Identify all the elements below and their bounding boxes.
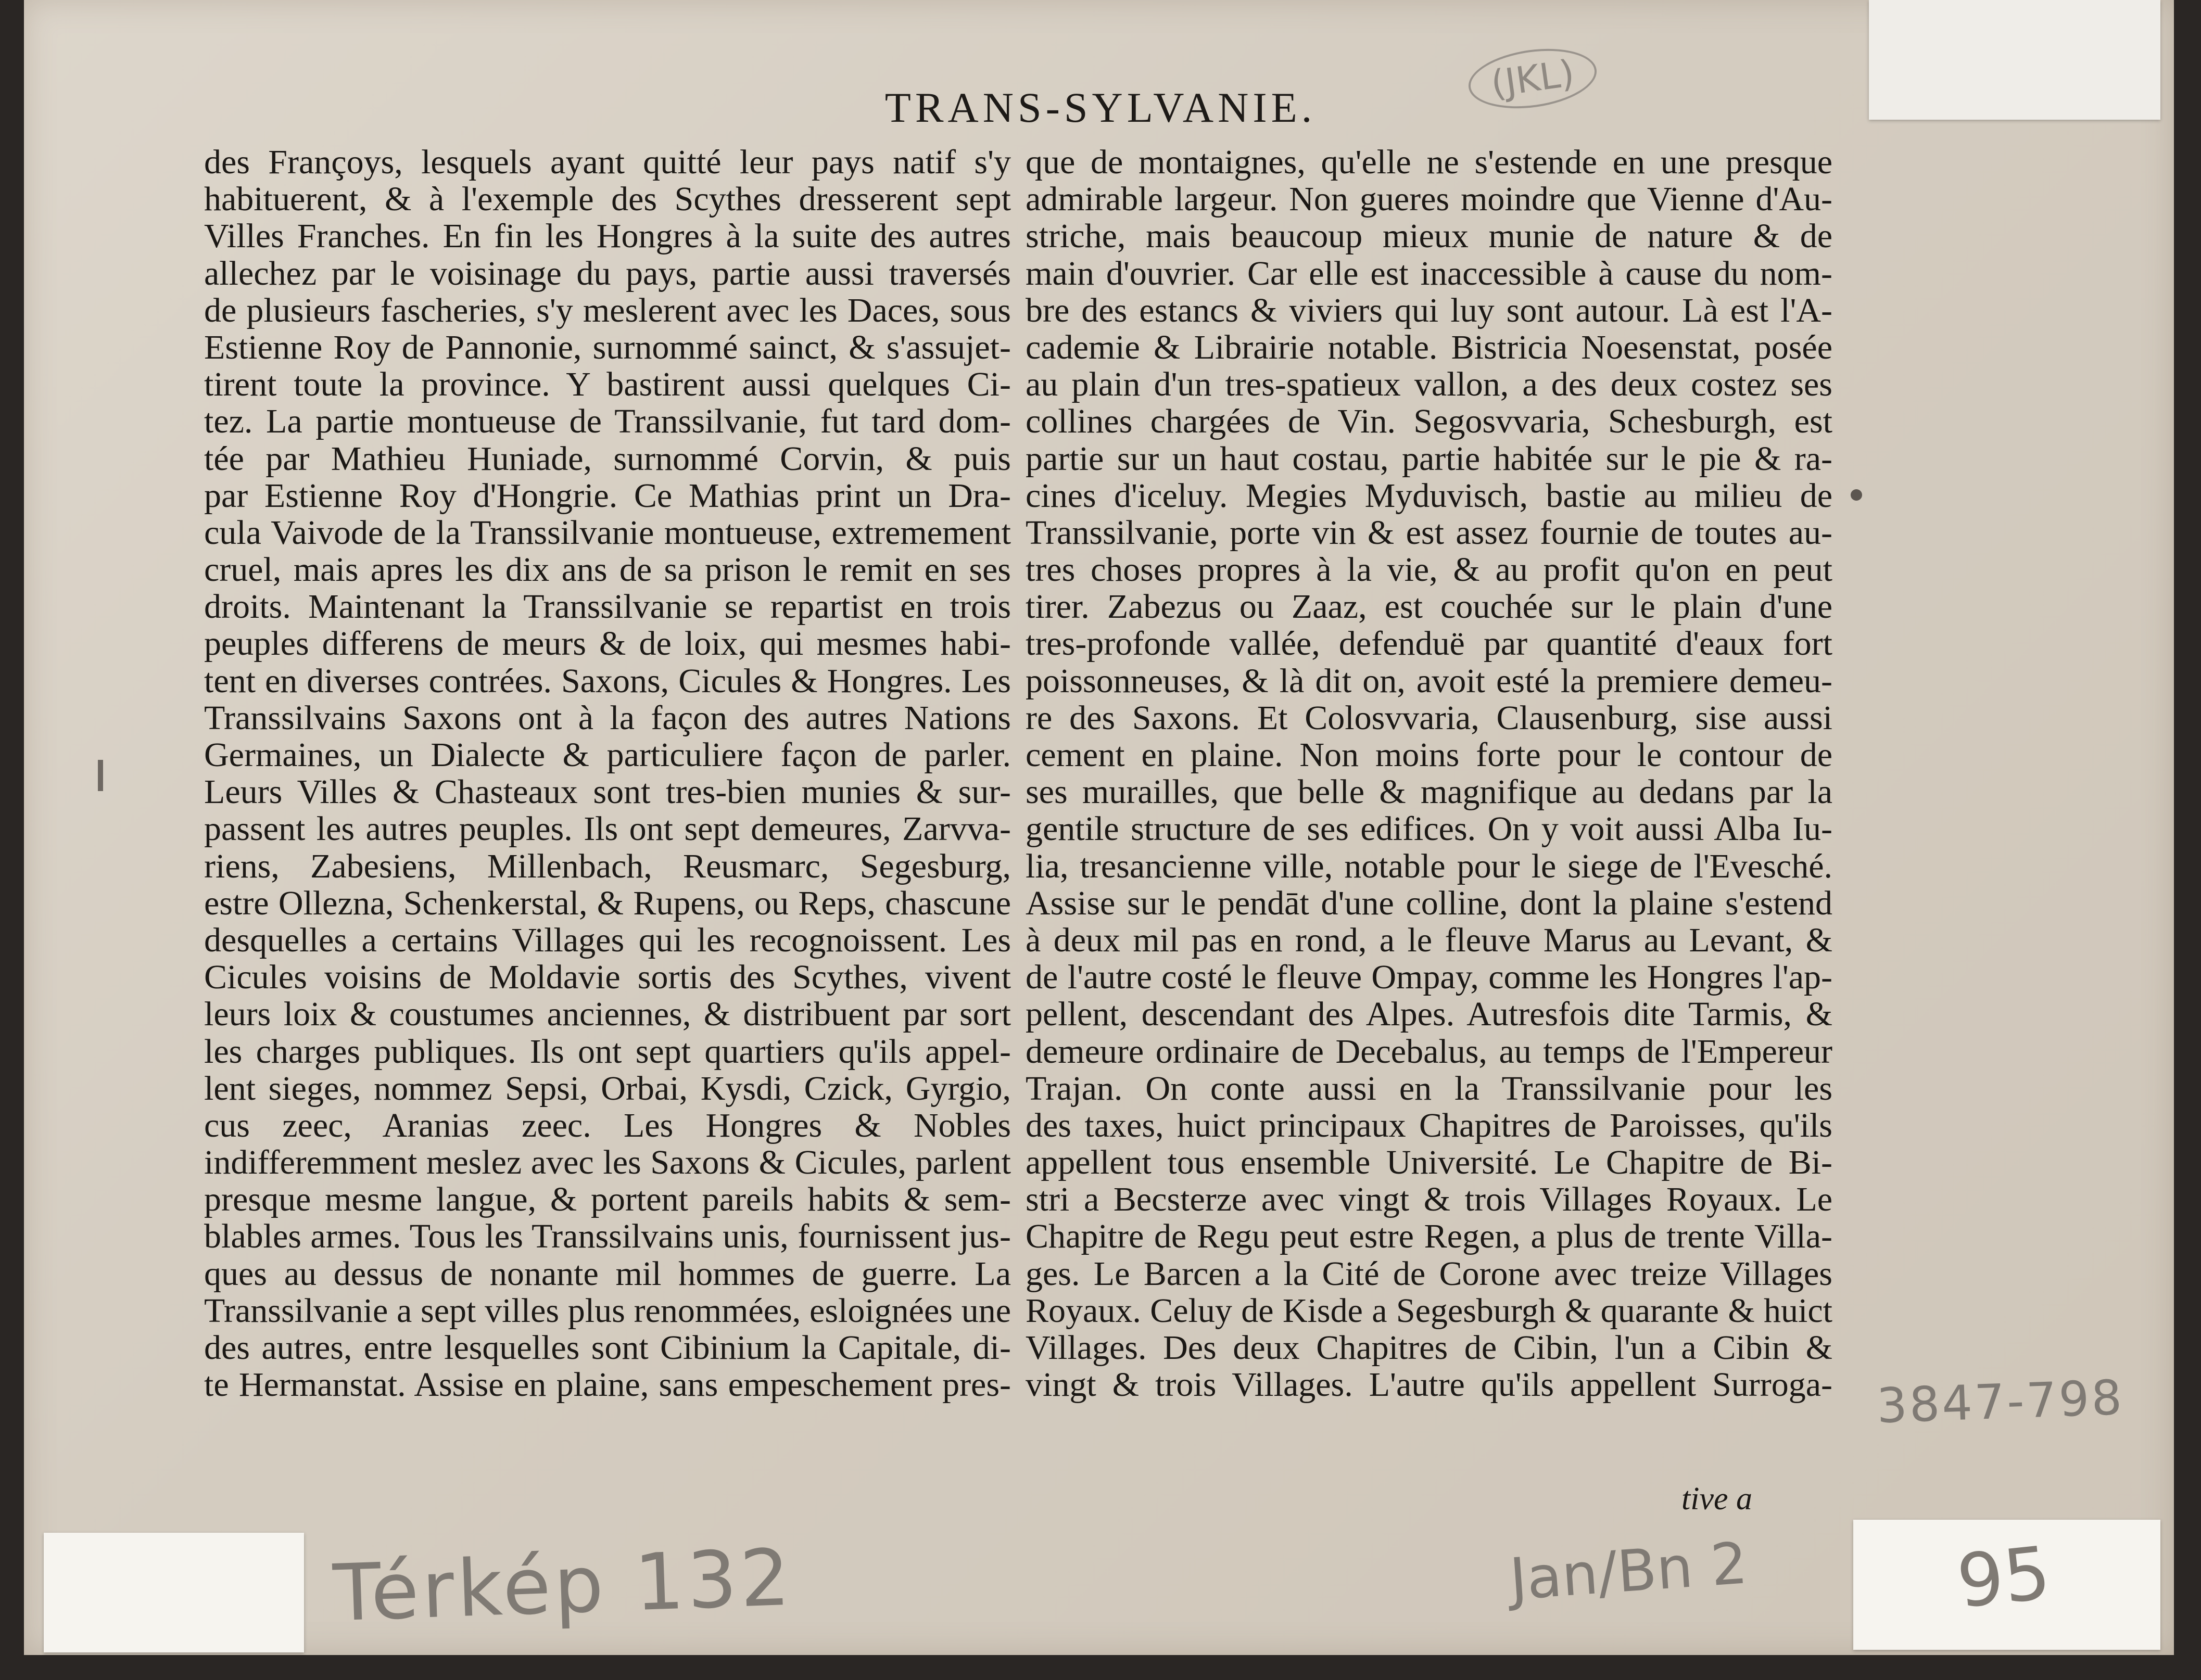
catchword: tive a	[1681, 1481, 1752, 1517]
text-line: riens, Zabesiens, Millenbach, Reusmarc, Segesburg,	[204, 847, 1011, 885]
text-line: les charges publiques. Ils ont sept quartiers qu'ils appel-	[204, 1033, 1011, 1070]
text-line: cus zeec, Aranias zeec. Les Hongres & Nobles	[204, 1106, 1011, 1144]
text-line: bre des estancs & viviers qui luy sont autour. Là est l'A-	[1026, 291, 1832, 329]
text-line: gentile structure de ses edifices. On y voit aussi Alba Iu-	[1026, 810, 1832, 848]
text-line: ses murailles, que belle & magnifique au dedans par la	[1026, 773, 1832, 811]
text-line: lia, tresancienne ville, notable pour le siege de l'Evesché.	[1026, 847, 1832, 885]
pencil-note-bottom-center: Jan/Bn 2	[1508, 1530, 1750, 1613]
text-line: pellent, descendant des Alpes. Autresfois dite Tarmis, &	[1026, 996, 1832, 1033]
pencil-note-bottom-right: 95	[1953, 1531, 2055, 1625]
text-line: cines d'iceluy. Megies Myduvisch, bastie au milieu de	[1026, 477, 1832, 514]
text-line: par Estienne Roy d'Hongrie. Ce Mathias print un Dra-	[204, 477, 1011, 514]
ink-mark	[98, 760, 103, 791]
text-line: ges. Le Barcen a la Cité de Corone avec treize Villages	[1026, 1255, 1832, 1292]
pencil-note-right: 3847-798	[1876, 1369, 2125, 1434]
text-line: à deux mil pas en rond, a le fleuve Marus au Levant, &	[1026, 921, 1832, 959]
left-text-column	[204, 144, 1011, 1403]
text-line: Germaines, un Dialecte & particuliere façon de parler.	[204, 736, 1011, 774]
text-line: ques au dessus de nonante mil hommes de guerre. La	[204, 1255, 1011, 1292]
text-line: blables armes. Tous les Transsilvains unis, fournissent jus-	[204, 1218, 1011, 1255]
text-line: Villages. Des deux Chapitres de Cibin, l'un a Cibin &	[1026, 1329, 1832, 1367]
text-line: cruel, mais apres les dix ans de sa prison le remit en ses	[204, 551, 1011, 589]
text-line: passent les autres peuples. Ils ont sept demeures, Zarvva-	[204, 810, 1011, 848]
ink-speck	[1851, 489, 1862, 501]
text-line: vingt & trois Villages. L'autre qu'ils appellent Surroga-	[1026, 1366, 1832, 1404]
text-line: de plusieurs fascheries, s'y meslerent avec les Daces, sous	[204, 291, 1011, 329]
text-line: admirable largeur. Non gueres moindre que Vienne d'Au-	[1026, 181, 1832, 218]
text-line: de l'autre costé le fleuve Ompay, comme les Hongres l'ap-	[1026, 959, 1832, 996]
text-line: Trajan. On conte aussi en la Transsilvanie pour les	[1026, 1070, 1832, 1107]
text-line: cement en plaine. Non moins forte pour le contour de	[1026, 736, 1832, 774]
text-line: leurs loix & coustumes anciennes, & distribuent par sort	[204, 996, 1011, 1033]
text-line: re des Saxons. Et Colosvvaria, Clausenburg, sise aussi	[1026, 699, 1832, 736]
text-line: estre Ollezna, Schenkerstal, & Rupens, ou Reps, chascune	[204, 884, 1011, 922]
text-line: droits. Maintenant la Transsilvanie se repartist en trois	[204, 588, 1011, 626]
text-line: Transsilvains Saxons ont à la façon des autres Nations	[204, 699, 1011, 736]
text-line: partie sur un haut costau, partie habitée sur le pie & ra-	[1026, 440, 1832, 477]
text-line: tres-profonde vallée, defenduë par quantité d'eaux fort	[1026, 625, 1832, 663]
text-line: cula Vaivode de la Transsilvanie montueuse, extremement	[204, 514, 1011, 552]
text-line: presque mesme langue, & portent pareils habits & sem-	[204, 1181, 1011, 1218]
text-line: Transsilvanie a sept villes plus renommées, esloignées une	[204, 1292, 1011, 1329]
text-line: Estienne Roy de Pannonie, surnommé sainct, & s'assujet-	[204, 328, 1011, 366]
page-title: TRANS-SYLVANIE.	[884, 84, 1317, 131]
text-line: cademie & Librairie notable. Bistricia Noesenstat, posée	[1026, 328, 1832, 366]
text-line: appellent tous ensemble Université. Le Chapitre de Bi-	[1026, 1144, 1832, 1181]
text-line: des taxes, huict principaux Chapitres de Paroisses, qu'ils	[1026, 1106, 1832, 1144]
text-line: collines chargées de Vin. Segosvvaria, Schesburgh, est	[1026, 403, 1832, 440]
text-line: allechez par le voisinage du pays, partie aussi traversés	[204, 254, 1011, 292]
text-line: tent en diverses contrées. Saxons, Cicules & Hongres. Les	[204, 662, 1011, 699]
text-line: Assise sur le pendāt d'une colline, dont la plaine s'estend	[1026, 884, 1832, 922]
text-line: Transsilvanie, porte vin & est assez fournie de toutes au-	[1026, 514, 1832, 552]
text-line: des autres, entre lesquelles sont Cibinium la Capitale, di-	[204, 1329, 1011, 1367]
text-line: indifferemment meslez avec les Saxons & Cicules, parlent	[204, 1144, 1011, 1181]
text-line: tirer. Zabezus ou Zaaz, est couchée sur le plain d'une	[1026, 588, 1832, 626]
text-line: te Hermanstat. Assise en plaine, sans empeschement pres-	[204, 1366, 1011, 1404]
text-line: Royaux. Celuy de Kisde a Segesburgh & quarante & huict	[1026, 1292, 1832, 1329]
text-line: tée par Mathieu Huniade, surnommé Corvin, & puis	[204, 440, 1011, 477]
pencil-note-top: (JKL)	[1465, 41, 1601, 116]
right-text-column	[1026, 144, 1832, 1403]
text-line: Chapitre de Regu peut estre Regen, a plus de trente Villa-	[1026, 1218, 1832, 1255]
text-line: desquelles a certains Villages qui les recognoissent. Les	[204, 921, 1011, 959]
text-line: que de montaignes, qu'elle ne s'estende en une presque	[1026, 144, 1832, 181]
text-line: Villes Franches. En fin les Hongres à la suite des autres	[204, 218, 1011, 255]
text-line: tez. La partie montueuse de Transsilvanie, fut tard dom-	[204, 403, 1011, 440]
text-line: poissonneuses, & là dit on, avoit esté la premiere demeu-	[1026, 662, 1832, 699]
pencil-note-bottom-left: Térkép 132	[332, 1532, 794, 1639]
text-line: Cicules voisins de Moldavie sortis des Scythes, vivent	[204, 959, 1011, 996]
text-line: Leurs Villes & Chasteaux sont tres-bien munies & sur-	[204, 773, 1011, 811]
text-line: stri a Becsterze avec vingt & trois Villages Royaux. Le	[1026, 1181, 1832, 1218]
text-line: habituerent, & à l'exemple des Scythes dresserent sept	[204, 181, 1011, 218]
text-line: demeure ordinaire de Decebalus, au temps de l'Empereur	[1026, 1033, 1832, 1070]
text-line: striche, mais beaucoup mieux munie de nature & de	[1026, 218, 1832, 255]
text-line: au plain d'un tres-spatieux vallon, a des deux costez ses	[1026, 366, 1832, 403]
text-line: main d'ouvrier. Car elle est inaccessible à cause du nom-	[1026, 254, 1832, 292]
text-line: tirent toute la province. Y bastirent aussi quelques Ci-	[204, 366, 1011, 403]
bottom-left-sticker	[44, 1533, 304, 1652]
text-line: des Françoys, lesquels ayant quitté leur pays natif s'y	[204, 144, 1011, 181]
text-line: lent sieges, nommez Sepsi, Orbai, Kysdi, Czick, Gyrgio,	[204, 1070, 1011, 1107]
text-line: tres choses propres à la vie, & au profit qu'on en peut	[1026, 551, 1832, 589]
text-line: peuples differens de meurs & de loix, qui mesmes habi-	[204, 625, 1011, 663]
